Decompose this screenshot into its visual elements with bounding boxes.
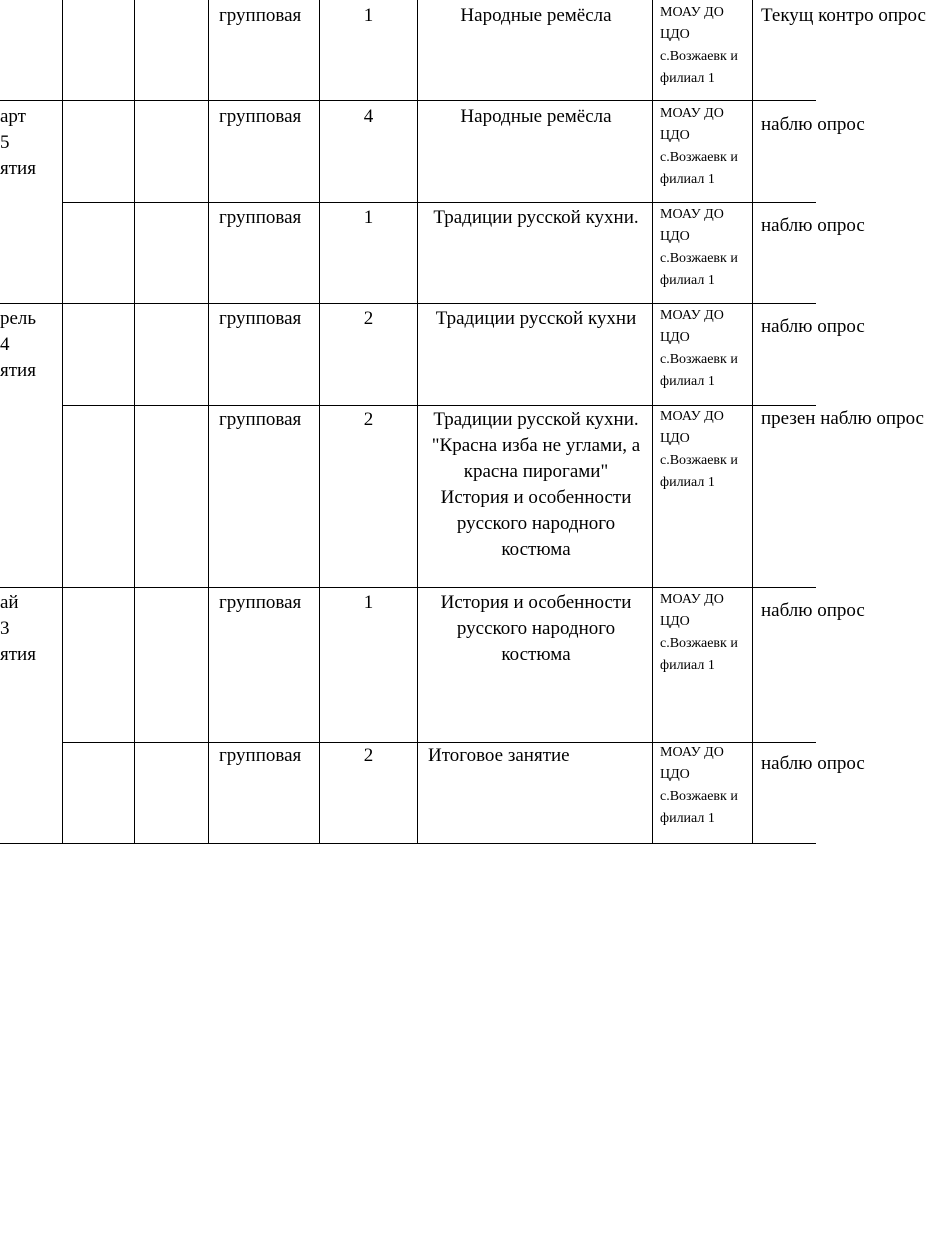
month-cell: ай 3 ятия bbox=[0, 592, 36, 665]
hours-cell: 1 bbox=[363, 5, 374, 26]
control-cell: наблю опрос bbox=[761, 114, 865, 135]
place-cell: МОАУ ДО ЦДО с.Возжаевк и филиал 1 bbox=[660, 106, 738, 187]
form-cell: групповая bbox=[219, 409, 302, 430]
form-cell: групповая bbox=[219, 207, 302, 228]
place-cell: МОАУ ДО ЦДО с.Возжаевк и филиал 1 bbox=[660, 745, 738, 826]
topic-cell: Традиции русской кухни bbox=[435, 308, 637, 329]
form-cell: групповая bbox=[219, 592, 302, 613]
topic-cell: Народные ремёсла bbox=[460, 106, 612, 127]
place-cell: МОАУ ДО ЦДО с.Возжаевк и филиал 1 bbox=[660, 207, 738, 288]
control-cell bbox=[761, 407, 924, 431]
hours-cell: 4 bbox=[363, 106, 374, 127]
hours-cell: 1 bbox=[363, 207, 374, 228]
topic-cell: Итоговое занятие bbox=[428, 745, 570, 766]
control-text: презен наблю опрос bbox=[761, 408, 924, 429]
form-cell: групповая bbox=[219, 106, 302, 127]
hours-cell: 2 bbox=[363, 409, 374, 430]
control-cell: наблю опрос bbox=[761, 753, 865, 774]
place-cell: МОАУ ДО ЦДО с.Возжаевк и филиал 1 bbox=[660, 308, 738, 389]
place-cell: МОАУ ДО ЦДО с.Возжаевк и филиал 1 bbox=[660, 409, 738, 490]
control-cell: наблю опрос bbox=[761, 215, 865, 236]
topic-cell: Народные ремёсла bbox=[460, 5, 612, 26]
place-cell: МОАУ ДО ЦДО с.Возжаевк и филиал 1 bbox=[660, 592, 738, 673]
hours-cell: 1 bbox=[363, 592, 374, 613]
form-cell: групповая bbox=[219, 745, 302, 766]
topic-cell: Традиции русской кухни. "Красна изба не углами, а красна пирогами" История и особенности русского народного костюма bbox=[431, 409, 641, 560]
place-cell: МОАУ ДО ЦДО с.Возжаевк и филиал 1 bbox=[660, 5, 738, 86]
form-cell: групповая bbox=[219, 5, 302, 26]
topic-cell: История и особенности русского народного костюма bbox=[440, 592, 632, 665]
month-cell: арт 5 ятия bbox=[0, 106, 36, 179]
control-cell: наблю опрос bbox=[761, 316, 865, 337]
control-cell: наблю опрос bbox=[761, 600, 865, 621]
month-cell: рель 4 ятия bbox=[0, 308, 37, 381]
control-cell: Текущ контро опрос bbox=[761, 5, 926, 26]
topic-cell: Традиции русской кухни. bbox=[433, 207, 639, 228]
form-cell: групповая bbox=[219, 308, 302, 329]
hours-cell: 2 bbox=[363, 745, 374, 766]
hours-cell: 2 bbox=[363, 308, 374, 329]
